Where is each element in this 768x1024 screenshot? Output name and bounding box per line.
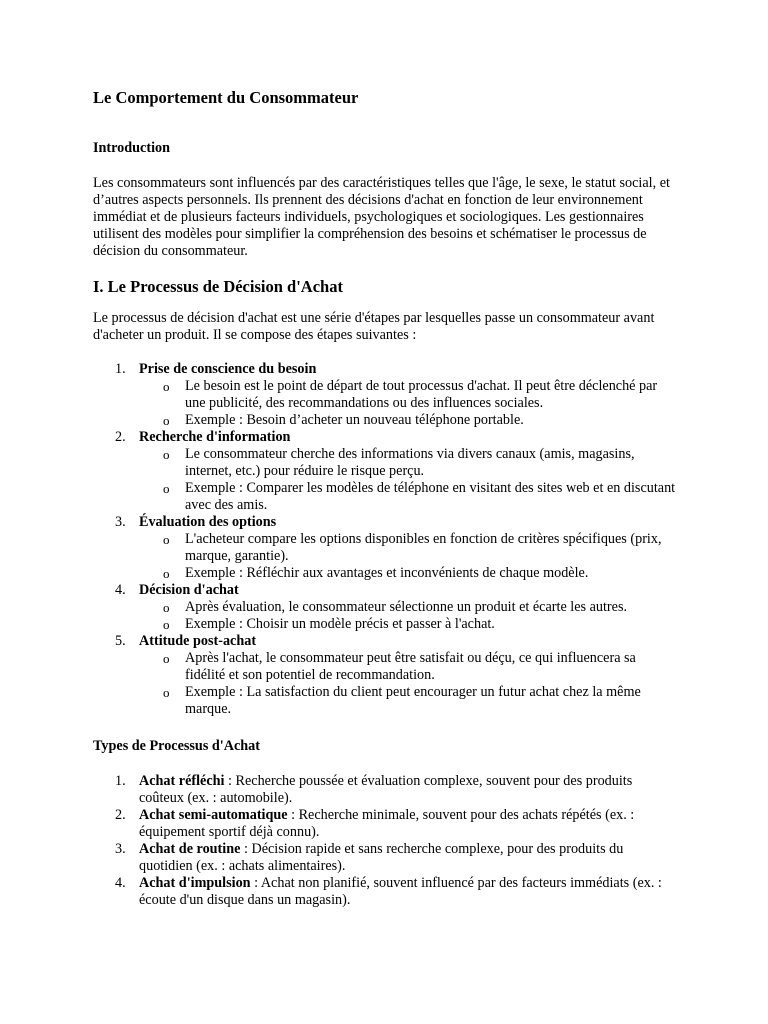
step-sublist bbox=[139, 599, 678, 633]
sub-item bbox=[139, 412, 678, 429]
bullet-icon: o bbox=[163, 447, 170, 462]
type-number: 3. bbox=[115, 841, 126, 857]
sub-item-text: Le besoin est le point de départ de tout processus d'achat. Il peut être déclenché par une publicité, des recommandations ou des influences sociales. bbox=[185, 378, 658, 411]
step-sublist bbox=[139, 378, 678, 429]
step-number: 2. bbox=[115, 429, 126, 445]
document-title: Le Comportement du Consommateur bbox=[93, 88, 359, 107]
sub-item-text: Après l'achat, le consommateur peut être satisfait ou déçu, ce qui influencera sa fidélité et son potentiel de recommandation. bbox=[185, 650, 636, 683]
type-number: 2. bbox=[115, 807, 126, 823]
sub-item bbox=[139, 531, 678, 565]
sub-item-text: Exemple : Réfléchir aux avantages et inconvénients de chaque modèle. bbox=[185, 565, 589, 581]
type-term: Achat semi-automatique bbox=[139, 807, 288, 823]
step-title: Prise de conscience du besoin bbox=[139, 361, 317, 377]
sub-item-text: Exemple : Besoin d’acheter un nouveau téléphone portable. bbox=[185, 412, 524, 428]
sub-item bbox=[139, 446, 678, 480]
sub-item-text: Après évaluation, le consommateur sélectionne un produit et écarte les autres. bbox=[185, 599, 628, 615]
sub-item bbox=[139, 650, 678, 684]
bullet-icon: o bbox=[163, 481, 170, 496]
intro-paragraph: Les consommateurs sont influencés par des caractéristiques telles que l'âge, le sexe, le statut social, et d’autres aspects personnels. Ils prennent des décisions d'achat en fonction de leur environnement immédiat et de plusieurs facteurs individuels, psychologiques et sociologiques. Les gestionnaires utilisent des modèles pour simplifier la compréhension des besoins et schématiser le processus de décision du consommateur. bbox=[93, 175, 670, 259]
bullet-icon: o bbox=[163, 413, 170, 428]
type-description: : Recherche minimale, souvent pour des achats répétés (ex. : équipement sportif déjà connu). bbox=[139, 807, 635, 840]
intro-heading: Introduction bbox=[93, 140, 170, 156]
decision-steps-list bbox=[93, 361, 678, 718]
step-sublist bbox=[139, 650, 678, 718]
step-sublist bbox=[139, 446, 678, 514]
step-sublist bbox=[139, 531, 678, 582]
type-term: Achat d'impulsion bbox=[139, 875, 251, 891]
sub-item bbox=[139, 684, 678, 718]
bullet-icon: o bbox=[163, 600, 170, 615]
step-item bbox=[93, 361, 678, 429]
step-number: 1. bbox=[115, 361, 126, 377]
step-item bbox=[93, 429, 678, 514]
step-item bbox=[93, 633, 678, 718]
step-title: Évaluation des options bbox=[139, 514, 277, 530]
type-number: 4. bbox=[115, 875, 126, 891]
bullet-icon: o bbox=[163, 651, 170, 666]
step-title: Décision d'achat bbox=[139, 582, 239, 598]
type-item bbox=[93, 841, 678, 875]
step-item bbox=[93, 582, 678, 633]
purchase-types-list bbox=[93, 773, 678, 909]
bullet-icon: o bbox=[163, 379, 170, 394]
bullet-icon: o bbox=[163, 617, 170, 632]
sub-item-text: Le consommateur cherche des informations via divers canaux (amis, magasins, internet, etc.) pour réduire le risque perçu. bbox=[185, 446, 635, 479]
type-item bbox=[93, 875, 678, 909]
sub-item-text: Exemple : La satisfaction du client peut encourager un futur achat chez la même marque. bbox=[185, 684, 641, 717]
section1-heading: I. Le Processus de Décision d'Achat bbox=[93, 277, 343, 296]
type-term: Achat de routine bbox=[139, 841, 241, 857]
sub-item bbox=[139, 565, 678, 582]
sub-item-text: Exemple : Choisir un modèle précis et passer à l'achat. bbox=[185, 616, 495, 632]
type-description: : Décision rapide et sans recherche complexe, pour des produits du quotidien (ex. : achats alimentaires). bbox=[139, 841, 624, 874]
sub-item-text: L'acheteur compare les options disponibles en fonction de critères spécifiques (prix, marque, garantie). bbox=[185, 531, 662, 564]
step-number: 4. bbox=[115, 582, 126, 598]
sub-item bbox=[139, 599, 678, 616]
type-item bbox=[93, 773, 678, 807]
document-page bbox=[93, 88, 678, 909]
sub-item bbox=[139, 616, 678, 633]
step-title: Attitude post-achat bbox=[139, 633, 257, 649]
section1-paragraph: Le processus de décision d'achat est une série d'étapes par lesquelles passe un consommateur avant d'acheter un produit. Il se compose des étapes suivantes : bbox=[93, 310, 655, 343]
bullet-icon: o bbox=[163, 532, 170, 547]
sub-item bbox=[139, 480, 678, 514]
type-item bbox=[93, 807, 678, 841]
sub-item bbox=[139, 378, 678, 412]
bullet-icon: o bbox=[163, 685, 170, 700]
type-number: 1. bbox=[115, 773, 126, 789]
step-item bbox=[93, 514, 678, 582]
type-term: Achat réfléchi bbox=[139, 773, 225, 789]
step-number: 5. bbox=[115, 633, 126, 649]
bullet-icon: o bbox=[163, 566, 170, 581]
type-description: : Achat non planifié, souvent influencé par des facteurs immédiats (ex. : écoute d'un disque dans un magasin). bbox=[139, 875, 662, 908]
sub-item-text: Exemple : Comparer les modèles de téléphone en visitant des sites web et en discutant avec des amis. bbox=[185, 480, 676, 513]
type-description: : Recherche poussée et évaluation complexe, souvent pour des produits coûteux (ex. : automobile). bbox=[139, 773, 633, 806]
step-number: 3. bbox=[115, 514, 126, 530]
types-heading: Types de Processus d'Achat bbox=[93, 738, 260, 754]
step-title: Recherche d'information bbox=[139, 429, 291, 445]
